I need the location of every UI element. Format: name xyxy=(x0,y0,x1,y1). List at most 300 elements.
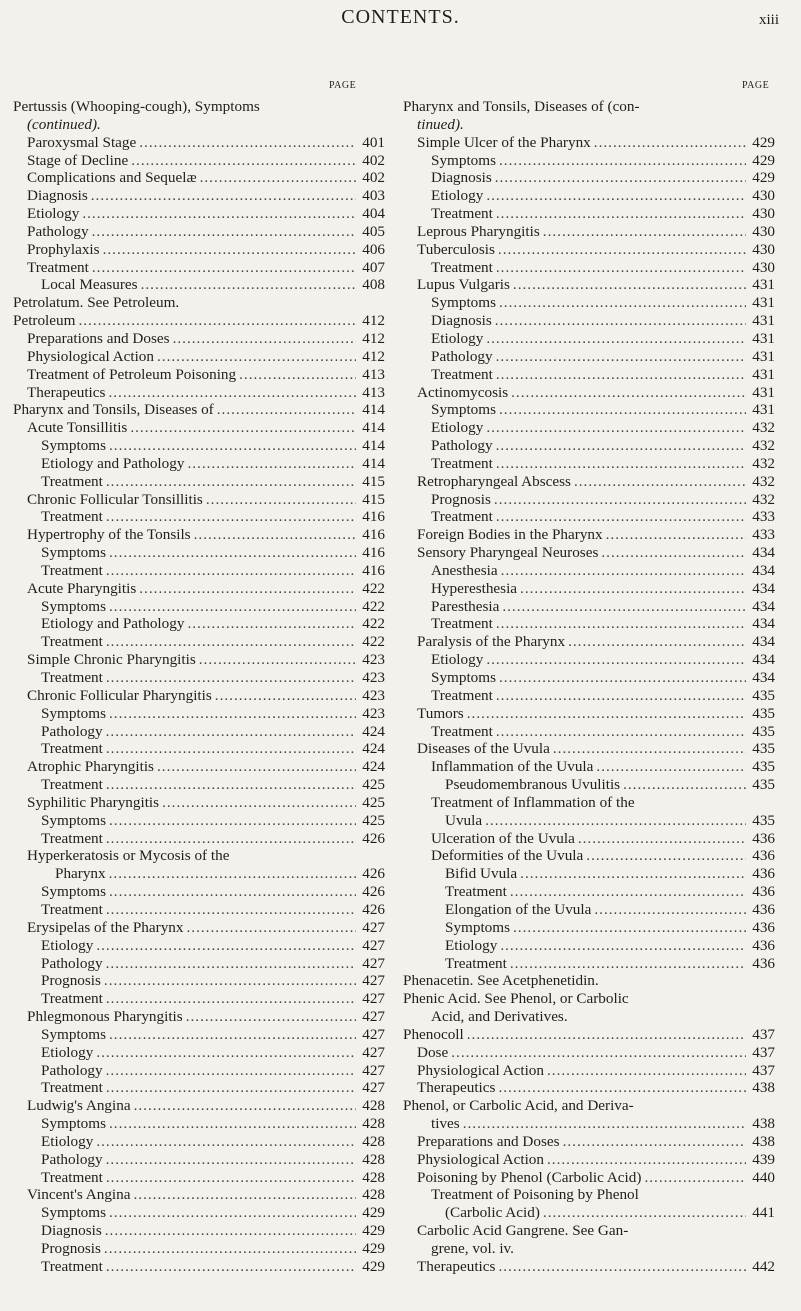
dot-leader xyxy=(496,437,746,455)
toc-entry-page: 431 xyxy=(752,294,775,312)
toc-entry-page: 423 xyxy=(362,651,385,669)
toc-entry xyxy=(403,312,775,330)
dot-leader xyxy=(451,1044,746,1062)
toc-entry-page: 412 xyxy=(362,312,385,330)
toc-entry-title: Deformities of the Uvula xyxy=(431,847,584,865)
toc-entry-title: Complications and Sequelæ xyxy=(27,169,197,187)
toc-entry-page: 427 xyxy=(362,1061,385,1079)
toc-entry-title: Treatment xyxy=(431,205,493,223)
toc-entry-title: Sensory Pharyngeal Neuroses xyxy=(417,544,599,562)
toc-entry-title: Treatment xyxy=(431,365,493,383)
toc-entry xyxy=(403,883,775,901)
toc-entry xyxy=(403,508,775,526)
toc-entry-title: Hypertrophy of the Tonsils xyxy=(27,526,191,544)
toc-entry-title: Etiology xyxy=(431,419,484,437)
dot-leader xyxy=(578,830,746,848)
toc-entry-title: Leprous Pharyngitis xyxy=(417,222,540,240)
toc-entry xyxy=(13,437,385,455)
toc-entry-title: Vincent's Angina xyxy=(27,1186,131,1204)
toc-entry-title: Therapeutics xyxy=(417,1257,496,1275)
dot-leader xyxy=(109,812,356,830)
dot-leader xyxy=(499,294,746,312)
dot-leader xyxy=(96,937,356,955)
toc-entry-title: grene, vol. iv. xyxy=(431,1240,514,1257)
dot-leader xyxy=(106,1169,356,1187)
dot-leader xyxy=(106,776,356,794)
toc-entry-page: 424 xyxy=(362,722,385,740)
dot-leader xyxy=(486,187,746,205)
dot-leader xyxy=(496,615,746,633)
toc-entry xyxy=(403,847,775,865)
toc-entry-title: Symptoms xyxy=(431,151,496,169)
toc-entry xyxy=(13,187,385,205)
dot-leader xyxy=(106,473,356,491)
dot-leader xyxy=(186,919,356,937)
toc-entry-page: 412 xyxy=(362,329,385,347)
dot-leader xyxy=(106,562,356,580)
toc-entry xyxy=(13,384,385,402)
dot-leader xyxy=(547,1062,746,1080)
toc-entry-page: 416 xyxy=(362,508,385,526)
toc-entry xyxy=(13,1186,385,1204)
dot-leader xyxy=(157,758,356,776)
contents-column-right xyxy=(403,98,775,1276)
toc-entry xyxy=(403,134,775,152)
toc-entry-page: 429 xyxy=(362,1204,385,1222)
toc-entry xyxy=(13,169,385,187)
dot-leader xyxy=(586,847,746,865)
toc-entry-title: Petrolatum. See Petroleum. xyxy=(13,294,180,312)
toc-entry-page: 427 xyxy=(362,1079,385,1097)
toc-entry xyxy=(13,937,385,955)
toc-entry-title: Physiological Action xyxy=(417,1061,544,1079)
toc-entry-title: Diagnosis xyxy=(41,1222,102,1240)
toc-entry-page: 426 xyxy=(362,883,385,901)
dot-leader xyxy=(139,580,356,598)
dot-leader xyxy=(206,491,356,509)
toc-entry xyxy=(403,955,775,973)
dot-leader xyxy=(92,259,356,277)
toc-entry-title: Hyperkeratosis or Mycosis of the xyxy=(27,847,230,865)
toc-entry-page: 437 xyxy=(752,1043,775,1061)
toc-entry-title: Prognosis xyxy=(41,972,101,990)
toc-entry-title: Diseases of the Uvula xyxy=(417,740,550,758)
toc-entry-page: 427 xyxy=(362,1025,385,1043)
dot-leader xyxy=(105,1222,356,1240)
toc-entry-title: Prognosis xyxy=(41,1240,101,1257)
toc-entry-title: Erysipelas of the Pharynx xyxy=(27,918,184,936)
toc-entry-title: Treatment xyxy=(41,472,103,490)
toc-entry xyxy=(13,1204,385,1222)
toc-entry-title: Treatment xyxy=(41,508,103,526)
toc-entry-page: 415 xyxy=(362,490,385,508)
toc-entry-page: 428 xyxy=(362,1150,385,1168)
toc-entry-title: Pathology xyxy=(41,1150,103,1168)
toc-entry-title: Physiological Action xyxy=(417,1150,544,1168)
dot-leader xyxy=(141,276,356,294)
toc-entry-page: 434 xyxy=(752,561,775,579)
toc-entry-page: 431 xyxy=(752,365,775,383)
toc-entry-title: Treatment xyxy=(431,454,493,472)
toc-entry xyxy=(403,544,775,562)
toc-entry xyxy=(13,669,385,687)
dot-leader xyxy=(467,1026,746,1044)
toc-entry xyxy=(403,1079,775,1097)
toc-entry xyxy=(403,705,775,723)
toc-entry xyxy=(13,955,385,973)
toc-entry-title: Physiological Action xyxy=(27,347,154,365)
toc-entry-title: Etiology xyxy=(41,936,94,954)
dot-leader xyxy=(606,526,746,544)
toc-entry-title: Ludwig's Angina xyxy=(27,1097,131,1115)
toc-entry-title: Symptoms xyxy=(41,544,106,562)
toc-entry xyxy=(403,419,775,437)
toc-entry-title: Pseudomembranous Uvulitis xyxy=(445,776,621,794)
toc-entry xyxy=(403,491,775,509)
toc-entry xyxy=(403,259,775,277)
toc-entry-page: 436 xyxy=(752,829,775,847)
toc-entry-page: 415 xyxy=(362,472,385,490)
toc-entry-title: Phenol, or Carbolic Acid, and Deriva- xyxy=(403,1097,634,1115)
toc-entry-title: Simple Ulcer of the Pharynx xyxy=(417,133,591,151)
dot-leader xyxy=(496,259,746,277)
toc-entry-page: 406 xyxy=(362,240,385,258)
toc-entry-page: 431 xyxy=(752,312,775,330)
toc-entry-page: 431 xyxy=(752,276,775,294)
toc-entry-page: 427 xyxy=(362,1008,385,1026)
toc-entry-page: 435 xyxy=(752,776,775,794)
toc-entry-page: 427 xyxy=(362,954,385,972)
toc-entry-title: Pharynx xyxy=(55,865,106,883)
toc-entry xyxy=(13,526,385,544)
toc-entry-page: 430 xyxy=(752,258,775,276)
toc-entry-page: 424 xyxy=(362,758,385,776)
dot-leader xyxy=(106,1151,356,1169)
toc-entry xyxy=(13,1008,385,1026)
toc-entry xyxy=(13,312,385,330)
dot-leader xyxy=(502,598,746,616)
toc-entry-title: Pharynx and Tonsils, Diseases of (con- xyxy=(403,98,640,115)
toc-entry xyxy=(13,98,385,116)
dot-leader xyxy=(568,633,746,651)
toc-entry-title: Anesthesia xyxy=(431,561,498,579)
dot-leader xyxy=(513,919,746,937)
toc-entry-title: Chronic Follicular Pharyngitis xyxy=(27,686,212,704)
toc-entry-page: 429 xyxy=(752,151,775,169)
dot-leader xyxy=(496,723,746,741)
toc-entry-title: Ulceration of the Uvula xyxy=(431,829,575,847)
toc-entry-page: 434 xyxy=(752,597,775,615)
toc-entry xyxy=(13,401,385,419)
toc-entry-title: Treatment of Petroleum Poisoning xyxy=(27,365,237,383)
toc-entry-page: 429 xyxy=(362,1240,385,1257)
toc-entry-page: 426 xyxy=(362,829,385,847)
dot-leader xyxy=(486,330,746,348)
toc-entry xyxy=(403,723,775,741)
toc-entry-page: 424 xyxy=(362,740,385,758)
toc-entry-title: Therapeutics xyxy=(27,383,106,401)
toc-entry-title: Therapeutics xyxy=(417,1079,496,1097)
toc-entry-title: Symptoms xyxy=(41,437,106,455)
toc-entry-page: 435 xyxy=(752,740,775,758)
dot-leader xyxy=(109,437,356,455)
toc-entry-title: Treatment xyxy=(431,258,493,276)
dot-leader xyxy=(510,883,746,901)
dot-leader xyxy=(103,241,356,259)
toc-entry-page: 427 xyxy=(362,972,385,990)
toc-entry-title: tinued). xyxy=(417,115,464,133)
dot-leader xyxy=(130,419,356,437)
dot-leader xyxy=(511,384,746,402)
toc-entry-page: 429 xyxy=(752,133,775,151)
toc-entry-title: tives xyxy=(431,1115,460,1133)
toc-entry-title: Atrophic Pharyngitis xyxy=(27,758,154,776)
toc-entry xyxy=(403,1133,775,1151)
toc-entry-title: Symptoms xyxy=(41,1115,106,1133)
toc-entry-page: 432 xyxy=(752,437,775,455)
toc-entry-page: 429 xyxy=(752,169,775,187)
dot-leader xyxy=(463,1115,746,1133)
contents-column-left xyxy=(13,98,385,1276)
dot-leader xyxy=(194,526,356,544)
toc-entry-page: 430 xyxy=(752,240,775,258)
toc-entry-title: Foreign Bodies in the Pharynx xyxy=(417,526,603,544)
dot-leader xyxy=(96,1133,356,1151)
toc-entry-page: 407 xyxy=(362,258,385,276)
toc-entry-title: Symptoms xyxy=(41,811,106,829)
toc-entry-page: 436 xyxy=(752,900,775,918)
toc-entry-page: 403 xyxy=(362,187,385,205)
toc-entry-title: Pathology xyxy=(27,222,89,240)
toc-entry-page: 427 xyxy=(362,936,385,954)
dot-leader xyxy=(574,473,746,491)
toc-entry-title: Etiology xyxy=(41,1043,94,1061)
toc-entry xyxy=(403,669,775,687)
toc-entry-page: 428 xyxy=(362,1115,385,1133)
toc-entry-page: 433 xyxy=(752,526,775,544)
toc-entry-title: Pathology xyxy=(431,437,493,455)
toc-entry xyxy=(403,98,775,116)
toc-entry-title: (Carbolic Acid) xyxy=(445,1204,540,1222)
toc-entry-title: Treatment xyxy=(41,1257,103,1275)
toc-entry xyxy=(13,1133,385,1151)
toc-entry xyxy=(13,116,385,134)
dot-leader xyxy=(106,901,356,919)
dot-leader xyxy=(109,1204,356,1222)
toc-entry xyxy=(403,223,775,241)
toc-entry-page: 432 xyxy=(752,419,775,437)
dot-leader xyxy=(498,241,746,259)
toc-entry xyxy=(13,259,385,277)
toc-entry xyxy=(13,615,385,633)
dot-leader xyxy=(486,651,746,669)
dot-leader xyxy=(109,544,356,562)
toc-entry xyxy=(403,901,775,919)
dot-leader xyxy=(106,633,356,651)
dot-leader xyxy=(520,865,746,883)
dot-leader xyxy=(553,740,746,758)
toc-entry xyxy=(403,1240,775,1258)
toc-entry-page: 436 xyxy=(752,918,775,936)
toc-entry xyxy=(403,651,775,669)
toc-entry-page: 425 xyxy=(362,793,385,811)
toc-entry xyxy=(13,1079,385,1097)
toc-entry-title: Pathology xyxy=(41,954,103,972)
toc-entry xyxy=(403,972,775,990)
toc-entry-title: Treatment xyxy=(41,740,103,758)
dot-leader xyxy=(594,134,746,152)
toc-entry-title: Treatment xyxy=(41,1168,103,1186)
toc-entry-title: Treatment xyxy=(41,561,103,579)
toc-entry-page: 428 xyxy=(362,1186,385,1204)
toc-entry-page: 436 xyxy=(752,847,775,865)
toc-entry-title: Treatment xyxy=(41,829,103,847)
toc-entry-title: Diagnosis xyxy=(27,187,88,205)
toc-entry-title: Paroxysmal Stage xyxy=(27,133,137,151)
dot-leader xyxy=(467,705,746,723)
dot-leader xyxy=(91,187,356,205)
dot-leader xyxy=(520,580,746,598)
toc-entry-page: 436 xyxy=(752,865,775,883)
toc-entry-title: Symptoms xyxy=(41,1025,106,1043)
dot-leader xyxy=(513,276,746,294)
toc-entry-page: 438 xyxy=(752,1079,775,1097)
running-head-title: CONTENTS. xyxy=(341,6,460,28)
toc-entry-page: 414 xyxy=(362,454,385,472)
toc-entry xyxy=(403,990,775,1008)
toc-entry-page: 401 xyxy=(362,133,385,151)
dot-leader xyxy=(601,544,746,562)
toc-entry xyxy=(403,152,775,170)
toc-entry-title: Treatment xyxy=(431,722,493,740)
dot-leader xyxy=(494,491,746,509)
toc-entry xyxy=(13,223,385,241)
dot-leader xyxy=(173,330,356,348)
dot-leader xyxy=(109,1115,356,1133)
toc-entry xyxy=(403,1044,775,1062)
toc-entry-title: Prognosis xyxy=(431,490,491,508)
toc-entry-title: Symptoms xyxy=(41,704,106,722)
dot-leader xyxy=(78,312,356,330)
dot-leader xyxy=(82,205,356,223)
toc-entry xyxy=(13,1115,385,1133)
dot-leader xyxy=(157,348,356,366)
toc-entry xyxy=(13,1169,385,1187)
toc-entry-page: 440 xyxy=(752,1168,775,1186)
toc-entry-title: Preparations and Doses xyxy=(27,329,170,347)
dot-leader xyxy=(499,401,746,419)
toc-entry-title: Paralysis of the Pharynx xyxy=(417,633,566,651)
toc-entry-title: Treatment xyxy=(41,1079,103,1097)
toc-entry-page: 429 xyxy=(362,1257,385,1275)
toc-entry xyxy=(403,1258,775,1276)
page-column-label-left: PAGE xyxy=(329,80,357,91)
dot-leader xyxy=(543,1204,746,1222)
toc-entry xyxy=(403,580,775,598)
toc-entry-title: Treatment xyxy=(41,669,103,686)
toc-entry xyxy=(403,1169,775,1187)
dot-leader xyxy=(131,152,356,170)
toc-entry xyxy=(13,508,385,526)
toc-entry-page: 435 xyxy=(752,686,775,704)
toc-entry xyxy=(13,972,385,990)
dot-leader xyxy=(215,687,356,705)
dot-leader xyxy=(139,134,356,152)
toc-entry xyxy=(13,544,385,562)
toc-entry-title: Symptoms xyxy=(445,918,510,936)
toc-entry xyxy=(13,919,385,937)
toc-entry-title: Treatment xyxy=(41,633,103,651)
toc-entry-title: Etiology xyxy=(431,329,484,347)
toc-entry-title: Etiology xyxy=(445,936,498,954)
toc-entry-title: Acute Tonsillitis xyxy=(27,419,128,437)
toc-entry xyxy=(403,366,775,384)
toc-entry-page: 423 xyxy=(362,686,385,704)
toc-entry-title: Treatment of Inflammation of the xyxy=(431,793,635,811)
toc-entry xyxy=(403,1151,775,1169)
toc-entry-title: Pertussis (Whooping-cough), Symptoms xyxy=(13,98,260,115)
toc-entry-page: 427 xyxy=(362,990,385,1008)
toc-entry xyxy=(403,116,775,134)
toc-entry-page: 431 xyxy=(752,383,775,401)
toc-entry xyxy=(13,152,385,170)
toc-entry-title: Stage of Decline xyxy=(27,151,129,169)
toc-entry xyxy=(403,473,775,491)
dot-leader xyxy=(594,901,746,919)
toc-entry-page: 436 xyxy=(752,883,775,901)
toc-entry xyxy=(403,865,775,883)
dot-leader xyxy=(547,1151,746,1169)
toc-entry xyxy=(13,276,385,294)
toc-entry-page: 427 xyxy=(362,1043,385,1061)
toc-entry xyxy=(13,901,385,919)
toc-entry-page: 416 xyxy=(362,561,385,579)
toc-entry-page: 432 xyxy=(752,454,775,472)
toc-entry-page: 434 xyxy=(752,633,775,651)
dot-leader xyxy=(486,419,746,437)
toc-entry xyxy=(403,1204,775,1222)
toc-entry-page: 435 xyxy=(752,811,775,829)
toc-entry-title: Syphilitic Pharyngitis xyxy=(27,793,160,811)
dot-leader xyxy=(106,508,356,526)
dot-leader xyxy=(485,812,746,830)
dot-leader xyxy=(495,169,746,187)
toc-entry-title: Bifid Uvula xyxy=(445,865,518,883)
dot-leader xyxy=(106,990,356,1008)
toc-entry xyxy=(13,473,385,491)
toc-entry-page: 428 xyxy=(362,1168,385,1186)
toc-entry xyxy=(13,1222,385,1240)
dot-leader xyxy=(499,152,746,170)
toc-entry-title: Treatment xyxy=(445,954,507,972)
toc-entry-page: 414 xyxy=(362,437,385,455)
toc-entry xyxy=(403,187,775,205)
toc-entry xyxy=(403,276,775,294)
toc-entry xyxy=(13,1258,385,1276)
dot-leader xyxy=(239,366,356,384)
page-column-label-right: PAGE xyxy=(742,80,770,91)
toc-entry-page: 429 xyxy=(362,1222,385,1240)
toc-entry-title: Hyperesthesia xyxy=(431,579,518,597)
toc-entry xyxy=(403,687,775,705)
dot-leader xyxy=(109,865,356,883)
dot-leader xyxy=(109,883,356,901)
toc-entry xyxy=(403,1097,775,1115)
toc-entry xyxy=(403,455,775,473)
toc-entry-title: Treatment xyxy=(431,508,493,526)
toc-entry xyxy=(13,847,385,865)
toc-entry-title: Treatment xyxy=(41,990,103,1008)
